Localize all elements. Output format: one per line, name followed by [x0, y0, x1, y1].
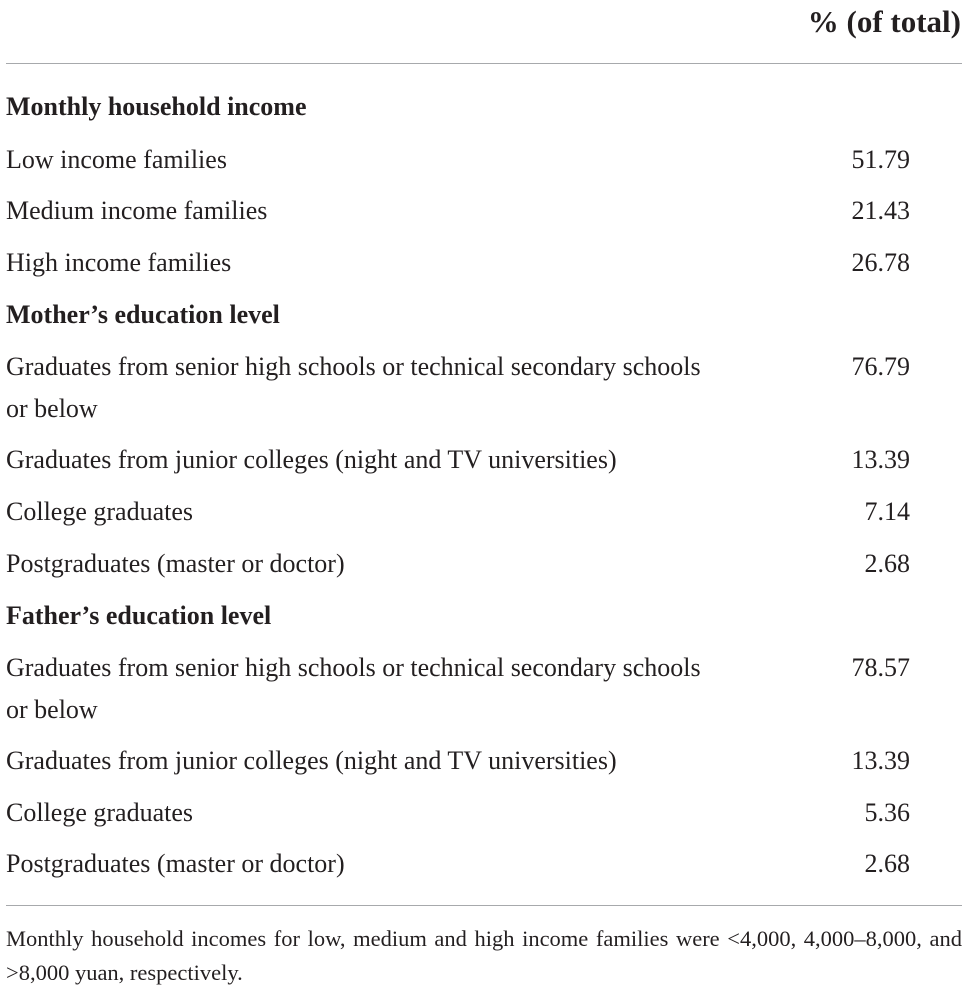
table-top-rule	[6, 63, 962, 64]
row-value: 13.39	[851, 445, 910, 474]
row-value: 2.68	[864, 549, 910, 578]
table-header-percent-of-total: % (of total)	[807, 4, 961, 39]
row-label: Graduates from junior colleges (night and TV universities)	[6, 746, 617, 775]
row-label: Postgraduates (master or doctor)	[6, 849, 345, 878]
row-label: Graduates from junior colleges (night and TV universities)	[6, 445, 617, 474]
row-value: 76.79	[851, 352, 910, 381]
row-label: Medium income families	[6, 196, 268, 225]
row-label: Postgraduates (master or doctor)	[6, 549, 345, 578]
row-value: 7.14	[864, 497, 910, 526]
table-bottom-rule	[6, 905, 962, 906]
row-label: High income families	[6, 248, 232, 277]
row-value: 51.79	[851, 145, 910, 174]
row-value: 21.43	[851, 196, 910, 225]
row-label: Graduates from senior high schools or technical secondary schools or below	[6, 352, 701, 423]
row-value: 13.39	[851, 746, 910, 775]
row-label: Graduates from senior high schools or technical secondary schools or below	[6, 653, 701, 724]
row-label: Low income families	[6, 145, 227, 174]
row-value: 2.68	[864, 849, 910, 878]
row-label: College graduates	[6, 497, 193, 526]
section-title: Mother’s education level	[6, 300, 280, 329]
section-title: Father’s education level	[6, 601, 272, 630]
section-title: Monthly household income	[6, 92, 307, 121]
row-value: 5.36	[864, 798, 910, 827]
row-value: 78.57	[851, 653, 910, 682]
table-footnote: Monthly household incomes for low, medium and high income families were <4,000, 4,000–8,000, and >8,000 yuan, respectively.	[6, 926, 962, 985]
row-value: 26.78	[851, 248, 910, 277]
row-label: College graduates	[6, 798, 193, 827]
